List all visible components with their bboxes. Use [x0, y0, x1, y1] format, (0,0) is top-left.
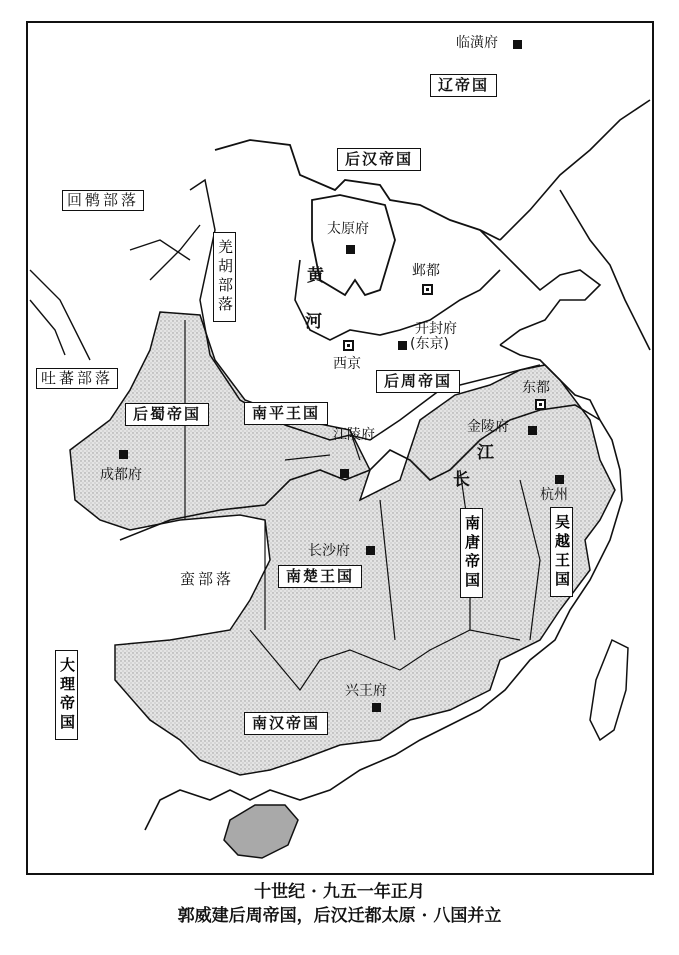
tribe-tubo: 吐蕃部落	[36, 368, 118, 389]
city-jinling: 金陵府	[467, 419, 509, 435]
capital-marker	[346, 245, 355, 254]
map-caption	[0, 880, 679, 928]
tribe-uyghur: 回鹘部落	[62, 190, 144, 211]
state-southern-tang: 南唐帝国	[460, 508, 483, 598]
caption-line-2: 郭威建后周帝国，后汉迁都太原 · 八国并立	[177, 906, 502, 926]
state-southern-chu: 南楚王国	[278, 565, 362, 588]
capital-marker	[119, 450, 128, 459]
city-yedu: 邺都	[412, 263, 440, 279]
river-label-jiang: 江	[477, 443, 494, 463]
city-hangzhou: 杭州	[540, 487, 568, 503]
capital-marker	[513, 40, 522, 49]
tribe-qiang-hu: 羌胡部落	[213, 232, 236, 322]
city-xijing: 西京	[333, 356, 361, 372]
river-label-chang: 长	[453, 470, 470, 490]
city-xingwang: 兴王府	[345, 683, 387, 699]
capital-marker	[528, 426, 537, 435]
state-southern-han: 南汉帝国	[244, 712, 328, 735]
caption-line-1: 十世纪 · 九五一年正月	[254, 882, 425, 902]
city-marker	[535, 399, 546, 410]
city-chengdu: 成都府	[100, 467, 142, 483]
city-linhuang: 临潢府	[456, 35, 498, 51]
state-later-zhou: 后周帝国	[376, 370, 460, 393]
city-kaifeng: 开封府	[415, 321, 457, 337]
city-changsha: 长沙府	[308, 543, 350, 559]
state-later-shu: 后蜀帝国	[125, 403, 209, 426]
city-marker	[343, 340, 354, 351]
river-label-he: 河	[305, 312, 322, 332]
city-taiyuan: 太原府	[327, 221, 369, 237]
state-dali: 大理帝国	[55, 650, 78, 740]
city-dongdu: 东都	[522, 380, 550, 396]
city-kaifeng-note: (东京)	[410, 336, 449, 352]
capital-marker	[398, 341, 407, 350]
state-wuyue: 吴越王国	[550, 507, 573, 597]
river-label-huang: 黄	[307, 266, 324, 286]
city-marker	[422, 284, 433, 295]
state-nanping: 南平王国	[244, 402, 328, 425]
state-liao: 辽帝国	[430, 74, 497, 97]
capital-marker	[366, 546, 375, 555]
capital-marker	[555, 475, 564, 484]
city-jiangling: 江陵府	[333, 427, 375, 443]
capital-marker	[340, 469, 349, 478]
tribe-man: 蛮部落	[176, 570, 238, 589]
capital-marker	[372, 703, 381, 712]
state-later-han: 后汉帝国	[337, 148, 421, 171]
